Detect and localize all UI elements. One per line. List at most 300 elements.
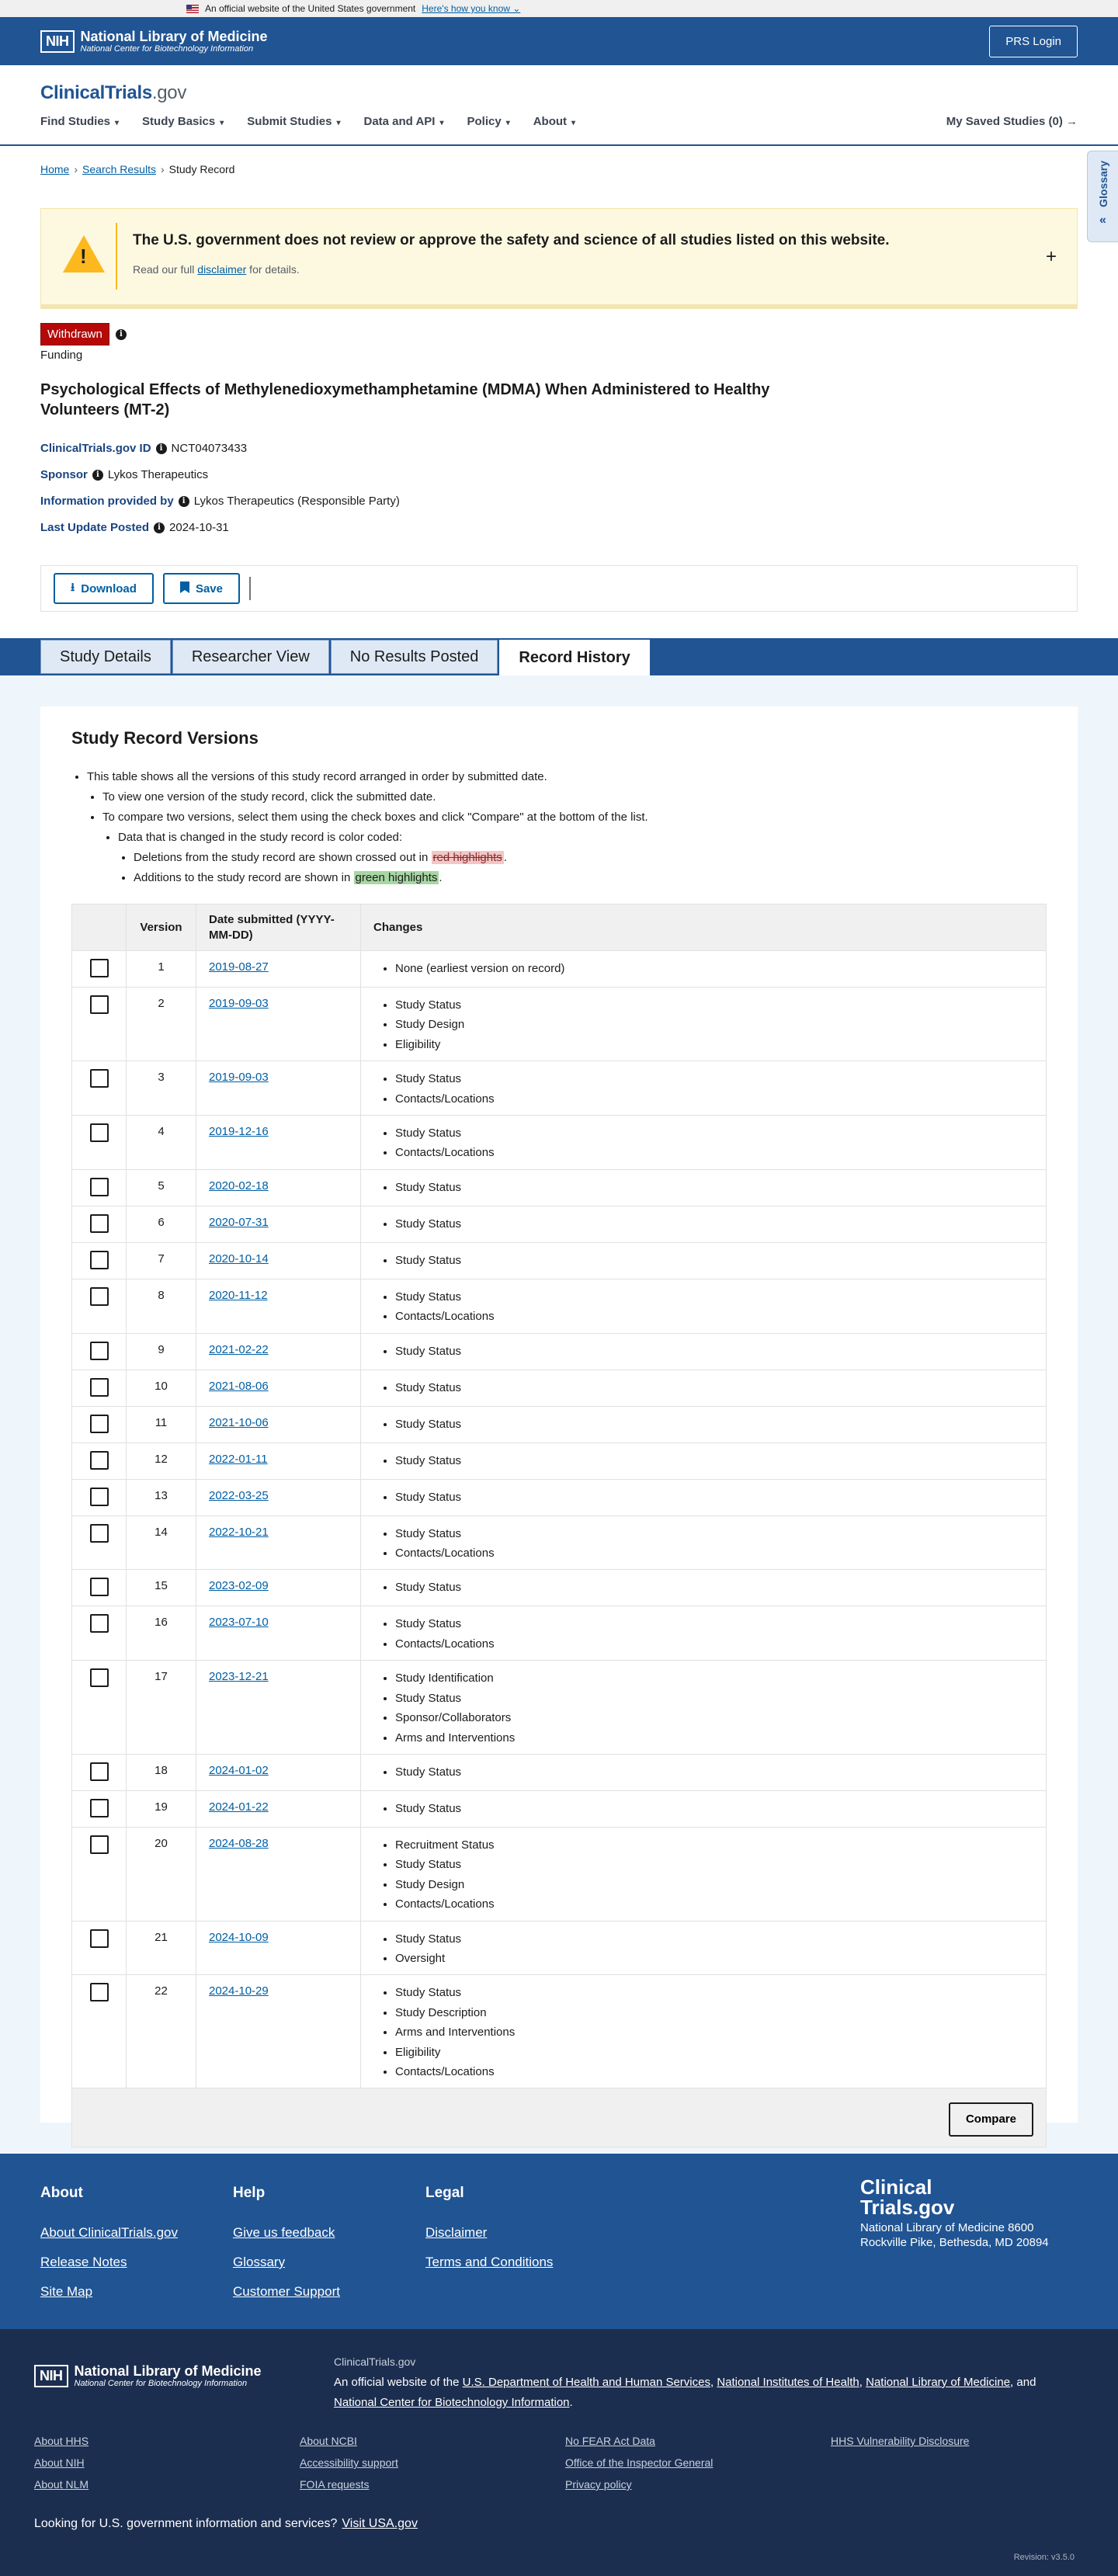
version-checkbox[interactable] — [90, 1762, 109, 1781]
revision-text: Revision: v3.5.0 — [1013, 2553, 1075, 2562]
change-item: • Contacts/Locations — [395, 1089, 1033, 1109]
footer-links-col-1 — [34, 2435, 89, 2500]
save-button[interactable]: Save — [163, 573, 240, 604]
change-item: • Study Identification — [395, 1668, 1033, 1688]
version-number: 16 — [127, 1606, 196, 1661]
nlm-title: National Library of Medicine — [80, 28, 268, 44]
version-date-link[interactable]: 2020-11-12 — [209, 1288, 268, 1302]
version-date-link[interactable]: 2019-12-16 — [209, 1125, 269, 1139]
version-date-link[interactable]: 2019-08-27 — [209, 960, 269, 974]
change-item: • Study Status — [395, 1578, 1033, 1597]
study-id-label: ClinicalTrials.gov ID — [40, 442, 151, 455]
date-cell — [196, 1921, 361, 1975]
select-cell — [72, 1333, 127, 1370]
breadcrumb-search-results[interactable]: Search Results — [82, 163, 156, 175]
record-history-card — [40, 706, 1078, 2126]
gov-banner-text: An official website of the United States government — [205, 3, 416, 14]
version-number: 8 — [127, 1279, 196, 1333]
download-button[interactable]: ⭳ Download — [54, 573, 154, 604]
footer-link[interactable]: Give us feedback — [233, 2225, 335, 2240]
change-item: • Contacts/Locations — [395, 2062, 1033, 2081]
expand-plus-icon[interactable]: + — [1045, 246, 1057, 267]
footer-about — [40, 2185, 178, 2314]
version-checkbox[interactable] — [90, 1251, 109, 1269]
changes-column-header: Changes — [361, 904, 1047, 951]
version-number: 2 — [127, 988, 196, 1061]
select-cell — [72, 1169, 127, 1206]
official-website-text: An official website of the U.S. Department of Health and Human Services, National Institutes of Health, National Library of Medicine, and National Center for Biotechnology Information. — [334, 2376, 1036, 2409]
date-cell — [196, 1479, 361, 1515]
change-item: • Study Status — [395, 1287, 1033, 1307]
site-footer — [0, 2154, 1118, 2329]
footer-link[interactable]: Glossary — [233, 2255, 286, 2269]
change-item: • Arms and Interventions — [395, 2022, 1033, 2042]
version-number: 4 — [127, 1116, 196, 1170]
footer-link[interactable]: About NCBI — [300, 2435, 357, 2447]
version-number: 12 — [127, 1442, 196, 1479]
change-item: • Study Status — [395, 1762, 1033, 1782]
my-saved-studies-link[interactable]: My Saved Studies (0) → — [946, 115, 1078, 128]
info-icon[interactable]: i — [179, 496, 189, 507]
us-flag-icon — [186, 5, 199, 13]
site-header — [0, 65, 1118, 146]
select-cell — [72, 1370, 127, 1406]
changes-cell — [361, 1754, 1047, 1790]
version-number: 22 — [127, 1975, 196, 2088]
nlm-footer — [0, 2329, 1118, 2576]
date-cell — [196, 1975, 361, 2088]
version-checkbox[interactable] — [90, 1451, 109, 1470]
footer-link[interactable]: HHS Vulnerability Disclosure — [831, 2435, 970, 2447]
arrow-right-icon: → — [1066, 115, 1078, 128]
version-checkbox[interactable] — [90, 1929, 109, 1948]
instructions — [71, 767, 648, 888]
changes-cell — [361, 1606, 1047, 1661]
nav-item-study-basics[interactable]: Study Basics ▾ — [142, 115, 224, 128]
nih-header — [0, 17, 1118, 65]
date-column-header: Date submitted (YYYY-MM-DD) — [196, 904, 361, 951]
alert-divider — [116, 223, 117, 290]
nav-item-submit-studies[interactable]: Submit Studies ▾ — [247, 115, 341, 128]
change-item: • Study Status — [395, 1069, 1033, 1088]
change-item: • None (earliest version on record) — [395, 959, 1033, 978]
change-item: • Study Status — [395, 1123, 1033, 1143]
version-checkbox[interactable] — [90, 1614, 109, 1633]
version-date-link[interactable]: 2023-07-10 — [209, 1616, 269, 1630]
version-date-link[interactable]: 2023-02-09 — [209, 1579, 269, 1593]
changes-cell — [361, 988, 1047, 1061]
footer-link[interactable]: About NIH — [34, 2456, 85, 2469]
version-checkbox[interactable] — [90, 1069, 109, 1088]
select-cell — [72, 1661, 127, 1755]
changes-cell — [361, 1515, 1047, 1570]
version-checkbox[interactable] — [90, 1287, 109, 1306]
date-cell — [196, 951, 361, 988]
nav-item-data-and-api[interactable]: Data and API ▾ — [363, 115, 444, 128]
ncbi-subtitle: National Center for Biotechnology Information — [74, 2379, 248, 2388]
clinicaltrials-logo[interactable]: ClinicalTrials.gov — [40, 82, 187, 103]
footer-links-col-3 — [565, 2435, 713, 2500]
date-cell — [196, 1116, 361, 1170]
select-cell — [72, 1754, 127, 1790]
funding-label: Funding — [40, 349, 83, 362]
provided-by-value: Lykos Therapeutics (Responsible Party) — [193, 495, 400, 508]
version-date-link[interactable]: 2022-10-21 — [209, 1525, 269, 1539]
changes-cell — [361, 1370, 1047, 1406]
prs-login-button[interactable]: PRS Login — [989, 26, 1078, 57]
nlm-link[interactable]: National Library of Medicine — [866, 2376, 1011, 2389]
tab-researcher-view[interactable]: Researcher View — [172, 640, 329, 674]
select-cell — [72, 1515, 127, 1570]
change-item: • Study Status — [395, 1614, 1033, 1633]
change-item: • Study Design — [395, 1875, 1033, 1894]
hhs-link[interactable]: U.S. Department of Health and Human Services — [462, 2376, 710, 2389]
instruction-item-additions: • Additions to the study record are shown in green highlights . — [134, 868, 648, 888]
usagov-link[interactable]: Visit USA.gov — [342, 2517, 418, 2530]
chevron-down-icon: ▾ — [220, 119, 224, 127]
nlm-title: National Library of Medicine — [74, 2363, 262, 2379]
table-row — [72, 1279, 1047, 1333]
footer-link[interactable]: No FEAR Act Data — [565, 2435, 655, 2447]
version-date-link[interactable]: 2019-09-03 — [209, 1071, 269, 1085]
footer-site-name: ClinicalTrials.gov — [334, 2356, 416, 2368]
version-number: 21 — [127, 1921, 196, 1975]
table-row — [72, 988, 1047, 1061]
main-nav — [40, 115, 575, 128]
version-date-link[interactable]: 2020-10-14 — [209, 1252, 269, 1265]
version-date-link[interactable]: 2024-10-09 — [209, 1930, 269, 1944]
table-row — [72, 1570, 1047, 1606]
version-date-link[interactable]: 2020-07-31 — [209, 1215, 269, 1229]
table-row — [72, 1169, 1047, 1206]
table-row — [72, 1661, 1047, 1755]
version-number: 20 — [127, 1827, 196, 1921]
change-item: • Study Status — [395, 1451, 1033, 1470]
ncbi-link[interactable]: National Center for Biotechnology Information — [334, 2396, 570, 2409]
select-cell — [72, 1279, 127, 1333]
version-number: 7 — [127, 1242, 196, 1279]
footer-link[interactable]: FOIA requests — [300, 2478, 370, 2491]
version-checkbox[interactable] — [90, 1668, 109, 1687]
version-date-link[interactable]: 2023-12-21 — [209, 1670, 269, 1684]
changes-cell — [361, 951, 1047, 988]
table-row — [72, 1790, 1047, 1827]
changes-cell — [361, 1921, 1047, 1975]
table-row — [72, 1206, 1047, 1242]
select-cell — [72, 1827, 127, 1921]
chevron-down-icon: ▾ — [505, 119, 510, 127]
chevron-down-icon: ▾ — [571, 119, 576, 127]
info-icon[interactable]: i — [92, 470, 103, 481]
change-item: • Recruitment Status — [395, 1835, 1033, 1855]
version-number: 9 — [127, 1333, 196, 1370]
date-cell — [196, 1570, 361, 1606]
table-row — [72, 1061, 1047, 1116]
changes-cell — [361, 1570, 1047, 1606]
chevron-down-icon: ▾ — [336, 119, 341, 127]
tab-record-history[interactable]: Record History — [499, 640, 649, 675]
change-item: • Oversight — [395, 1949, 1033, 1968]
study-tabs — [40, 640, 651, 675]
version-number: 6 — [127, 1206, 196, 1242]
footer-link[interactable]: Release Notes — [40, 2255, 127, 2269]
date-cell — [196, 1754, 361, 1790]
change-item: • Arms and Interventions — [395, 1728, 1033, 1748]
breadcrumb-home[interactable]: Home — [40, 163, 70, 175]
version-date-link[interactable]: 2024-08-28 — [209, 1836, 269, 1850]
change-item: • Contacts/Locations — [395, 1894, 1033, 1914]
last-update-row — [40, 521, 229, 534]
table-row — [72, 1116, 1047, 1170]
version-checkbox[interactable] — [90, 959, 109, 977]
version-checkbox[interactable] — [90, 995, 109, 1014]
version-date-link[interactable]: 2021-08-06 — [209, 1379, 269, 1393]
version-date-link[interactable]: 2022-03-25 — [209, 1488, 269, 1502]
red-highlight-sample: red highlights — [432, 851, 502, 864]
table-header-row — [72, 904, 1047, 951]
nav-item-policy[interactable]: Policy ▾ — [467, 115, 510, 128]
change-item: • Contacts/Locations — [395, 1307, 1033, 1326]
footer-brand — [860, 2177, 1078, 2250]
version-date-link[interactable]: 2020-02-18 — [209, 1179, 269, 1193]
footer-link[interactable]: Site Map — [40, 2284, 93, 2299]
change-item: • Study Status — [395, 1799, 1033, 1818]
nav-item-about[interactable]: About ▾ — [533, 115, 576, 128]
date-cell — [196, 1370, 361, 1406]
version-checkbox[interactable] — [90, 1488, 109, 1506]
footer-address: National Library of Medicine 8600 Rockville Pike, Bethesda, MD 20894 — [860, 2221, 1049, 2249]
disclaimer-link[interactable]: disclaimer — [197, 263, 247, 276]
changes-cell — [361, 1333, 1047, 1370]
version-date-link[interactable]: 2024-01-02 — [209, 1763, 269, 1777]
changes-cell — [361, 1206, 1047, 1242]
select-cell — [72, 1061, 127, 1116]
version-checkbox[interactable] — [90, 1983, 109, 2001]
footer-links-col-4 — [831, 2435, 969, 2456]
date-cell — [196, 1333, 361, 1370]
footer-ct-logo[interactable]: Clinical Trials.gov — [860, 2175, 955, 2219]
nav-item-find-studies[interactable]: Find Studies ▾ — [40, 115, 120, 128]
date-cell — [196, 1406, 361, 1442]
changes-cell — [361, 1116, 1047, 1170]
footer-help — [233, 2185, 340, 2314]
version-number: 1 — [127, 951, 196, 988]
status-badge: Withdrawn — [40, 323, 109, 345]
table-row — [72, 1333, 1047, 1370]
version-date-link[interactable]: 2024-10-29 — [209, 1984, 269, 1998]
version-checkbox[interactable] — [90, 1799, 109, 1817]
date-cell — [196, 1279, 361, 1333]
actions-divider — [249, 577, 251, 600]
nlm-footer-logo[interactable] — [34, 2363, 262, 2389]
version-number: 3 — [127, 1061, 196, 1116]
change-item: • Eligibility — [395, 1035, 1033, 1054]
version-number: 11 — [127, 1406, 196, 1442]
table-row — [72, 1975, 1047, 2088]
footer-link[interactable]: Accessibility support — [300, 2456, 398, 2469]
glossary-label: Glossary — [1096, 161, 1109, 207]
changes-cell — [361, 1406, 1047, 1442]
table-row — [72, 1479, 1047, 1515]
changes-cell — [361, 1279, 1047, 1333]
footer-link[interactable]: Office of the Inspector General — [565, 2456, 714, 2469]
version-checkbox[interactable] — [90, 1178, 109, 1196]
version-checkbox[interactable] — [90, 1415, 109, 1433]
green-highlight-sample: green highlights — [355, 871, 438, 884]
tab-study-details[interactable]: Study Details — [40, 640, 171, 674]
usagov-line: Looking for U.S. government information and services? Visit USA.gov — [34, 2517, 418, 2530]
version-checkbox[interactable] — [90, 1524, 109, 1543]
nih-logo[interactable] — [40, 29, 268, 54]
sponsor-row — [40, 468, 208, 481]
change-item: • Study Status — [395, 995, 1033, 1015]
version-number: 17 — [127, 1661, 196, 1755]
select-cell — [72, 988, 127, 1061]
sponsor-label: Sponsor — [40, 468, 88, 481]
select-cell — [72, 1790, 127, 1827]
instruction-item: • To compare two versions, select them using the check boxes and click "Compare" at the bottom of the list. — [102, 807, 648, 828]
footer-about-heading: About — [40, 2185, 83, 2201]
footer-link[interactable]: Disclaimer — [425, 2225, 488, 2240]
change-item: • Study Status — [395, 1178, 1033, 1197]
version-number: 5 — [127, 1169, 196, 1206]
date-cell — [196, 1790, 361, 1827]
tab-no-results-posted[interactable]: No Results Posted — [331, 640, 498, 674]
version-checkbox[interactable] — [90, 1835, 109, 1854]
warning-icon: ! — [63, 235, 105, 273]
change-item: • Sponsor/Collaborators — [395, 1708, 1033, 1727]
change-item: • Study Status — [395, 1983, 1033, 2002]
breadcrumb — [40, 163, 234, 175]
changes-cell — [361, 1479, 1047, 1515]
footer-link[interactable]: Privacy policy — [565, 2478, 632, 2491]
change-item: • Study Status — [395, 1524, 1033, 1543]
info-icon[interactable]: i — [116, 329, 127, 340]
version-checkbox[interactable] — [90, 1578, 109, 1596]
date-cell — [196, 1827, 361, 1921]
study-id-row — [40, 442, 247, 455]
footer-legal — [425, 2185, 553, 2284]
provided-by-row — [40, 495, 400, 508]
sponsor-value: Lykos Therapeutics — [107, 468, 209, 481]
change-item: • Study Status — [395, 1488, 1033, 1507]
version-date-link[interactable]: 2024-01-22 — [209, 1800, 269, 1814]
instruction-item: • This table shows all the versions of this study record arranged in order by submitted date. — [87, 767, 648, 787]
changes-cell — [361, 1442, 1047, 1479]
select-cell — [72, 1570, 127, 1606]
select-cell — [72, 1479, 127, 1515]
footer-link[interactable]: Customer Support — [233, 2284, 340, 2299]
version-checkbox[interactable] — [90, 1378, 109, 1397]
info-icon[interactable]: i — [156, 443, 167, 454]
alert-heading: The U.S. government does not review or approve the safety and science of all studies listed on this website. — [133, 232, 890, 248]
study-id-value: NCT04073433 — [171, 442, 248, 455]
glossary-tab[interactable] — [1087, 151, 1118, 242]
download-icon: ⭳ — [71, 580, 75, 594]
date-cell — [196, 1606, 361, 1661]
select-cell — [72, 1606, 127, 1661]
version-date-link[interactable]: 2021-10-06 — [209, 1415, 269, 1429]
version-number: 13 — [127, 1479, 196, 1515]
change-item: • Contacts/Locations — [395, 1143, 1033, 1162]
table-row — [72, 951, 1047, 988]
version-checkbox[interactable] — [90, 1214, 109, 1233]
changes-cell — [361, 1061, 1047, 1116]
version-date-link[interactable]: 2019-09-03 — [209, 997, 269, 1010]
last-update-label: Last Update Posted — [40, 521, 150, 534]
table-row — [72, 1406, 1047, 1442]
select-cell — [72, 1442, 127, 1479]
select-cell — [72, 1116, 127, 1170]
table-row — [72, 1921, 1047, 1975]
changes-cell — [361, 1661, 1047, 1755]
select-cell — [72, 951, 127, 988]
date-cell — [196, 1242, 361, 1279]
version-date-link[interactable]: 2021-02-22 — [209, 1342, 269, 1356]
date-cell — [196, 1442, 361, 1479]
select-cell — [72, 1921, 127, 1975]
footer-link[interactable]: About ClinicalTrials.gov — [40, 2225, 178, 2240]
version-number: 18 — [127, 1754, 196, 1790]
footer-help-heading: Help — [233, 2185, 266, 2201]
info-icon[interactable]: i — [154, 522, 165, 533]
footer-link[interactable]: About NLM — [34, 2478, 89, 2491]
table-row — [72, 1515, 1047, 1570]
version-column-header: Version — [127, 904, 196, 951]
version-checkbox[interactable] — [90, 1123, 109, 1142]
table-row — [72, 1242, 1047, 1279]
changes-cell — [361, 1242, 1047, 1279]
version-checkbox[interactable] — [90, 1342, 109, 1360]
date-cell — [196, 988, 361, 1061]
table-row — [72, 1827, 1047, 1921]
alert-text: Read our full disclaimer for details. — [133, 263, 300, 276]
bookmark-icon — [180, 582, 189, 596]
footer-link[interactable]: Terms and Conditions — [425, 2255, 554, 2269]
changes-cell — [361, 1975, 1047, 2088]
version-date-link[interactable]: 2022-01-11 — [209, 1452, 268, 1466]
nih-logo-mark: NIH — [40, 30, 75, 53]
date-cell — [196, 1061, 361, 1116]
change-item: • Study Design — [395, 1015, 1033, 1034]
chevron-right-icon: › — [74, 163, 78, 175]
date-cell — [196, 1206, 361, 1242]
ncbi-subtitle: National Center for Biotechnology Information — [80, 43, 254, 54]
version-number: 15 — [127, 1570, 196, 1606]
table-row — [72, 1370, 1047, 1406]
footer-link[interactable]: About HHS — [34, 2435, 89, 2447]
version-number: 14 — [127, 1515, 196, 1570]
last-update-value: 2024-10-31 — [169, 521, 229, 534]
double-chevron-left-icon: « — [1099, 213, 1106, 227]
instruction-item: • Data that is changed in the study record is color coded: — [118, 828, 648, 848]
footer-legal-heading: Legal — [425, 2185, 464, 2201]
table-footer-row — [72, 2088, 1047, 2147]
heres-how-link[interactable]: Here's how you know ⌄ — [422, 3, 521, 14]
change-item: • Eligibility — [395, 2043, 1033, 2062]
select-column-header — [72, 904, 127, 951]
status-line — [40, 323, 127, 345]
change-item: • Study Status — [395, 1251, 1033, 1270]
compare-button[interactable]: Compare — [949, 2102, 1033, 2137]
nih-link[interactable]: National Institutes of Health — [717, 2376, 859, 2389]
chevron-right-icon: › — [160, 163, 165, 175]
change-item: • Study Status — [395, 1689, 1033, 1708]
versions-table — [71, 904, 1047, 2147]
version-number: 19 — [127, 1790, 196, 1827]
chevron-down-icon: ▾ — [439, 119, 444, 127]
versions-title: Study Record Versions — [71, 728, 259, 748]
